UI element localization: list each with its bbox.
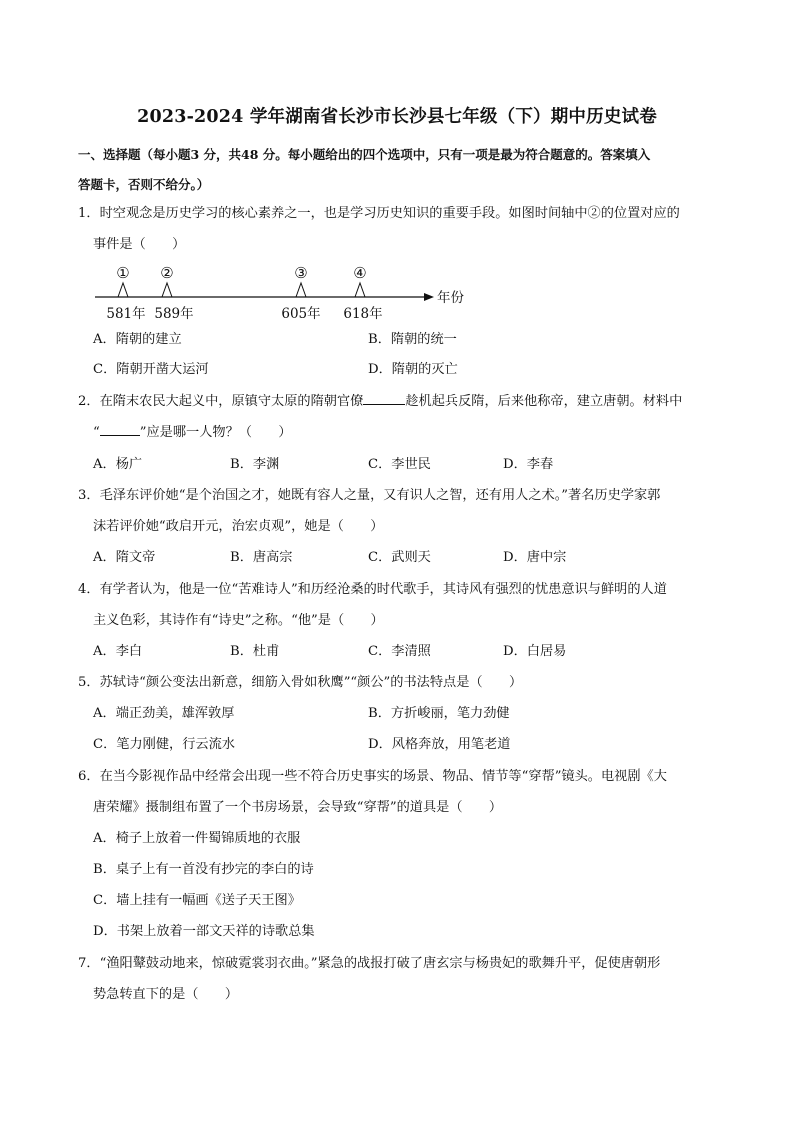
option-d[interactable]: D．隋朝的灭亡	[368, 362, 458, 377]
option-d[interactable]: D．书架上放着一部文天祥的诗歌总集	[93, 924, 315, 939]
question-text: 2．在隋末农民大起义中，原镇守太原的隋朝官僚	[78, 394, 364, 409]
timeline-year: 618年	[343, 306, 383, 322]
option-a[interactable]: A．李白	[93, 644, 143, 659]
question-text: 趁机起兵反隋，后来他称帝，建立唐朝。材料中	[405, 394, 683, 409]
timeline-mark-2	[154, 264, 193, 322]
option-c[interactable]: C．笔力刚健，行云流水	[93, 737, 235, 752]
timeline-mark-label: ①	[116, 264, 130, 282]
timeline-tick	[118, 283, 128, 297]
question-6-line: 唐荣耀》摄制组布置了一个书房场景，会导致“穿帮”的道具是（ ）	[93, 800, 503, 815]
fill-in-blank	[363, 392, 405, 405]
option-b[interactable]: B．杜甫	[230, 644, 280, 659]
timeline-mark-3	[281, 264, 320, 322]
question-4-line: 主义色彩，其诗作有“诗史”之称。“他”是（ ）	[93, 613, 384, 628]
question-6-line: 6．在当今影视作品中经常会出现一些不符合历史事实的场景、物品、情节等“穿帮”镜头。电视剧《大	[78, 769, 667, 784]
timeline-year: 589年	[154, 306, 194, 322]
option-a[interactable]: A．隋朝的建立	[93, 332, 182, 347]
question-text: ”应是哪一人物？（ ）	[139, 425, 292, 440]
option-a[interactable]: A．端正劲美，雄浑敦厚	[93, 706, 235, 721]
option-c[interactable]: C．武则天	[368, 550, 431, 565]
timeline-mark-1	[106, 264, 145, 322]
option-a[interactable]: A．隋文帝	[93, 550, 156, 565]
section-heading	[78, 140, 728, 200]
option-c[interactable]: C．隋朝开凿大运河	[93, 362, 209, 377]
question-text: “	[93, 425, 100, 440]
option-d[interactable]: D．唐中宗	[503, 550, 567, 565]
fill-in-blank	[100, 423, 140, 436]
question-4-line: 4．有学者认为，他是一位“苦难诗人”和历经沧桑的时代歌手，其诗风有强烈的忧患意识与鲜明的人道	[78, 582, 667, 597]
question-3-line: 沫若评价她“政启开元，治宏贞观”，她是（ ）	[93, 519, 384, 534]
timeline-axis-label: 年份	[437, 290, 464, 306]
timeline-mark-4	[343, 264, 382, 322]
option-b[interactable]: B．桌子上有一首没有抄完的李白的诗	[93, 862, 314, 877]
section-line: 一、选择题（每小题3 分，共48 分。每小题给出的四个选项中，只有一项是最为符合题意的。答案填入	[78, 147, 651, 162]
question-2-line	[78, 392, 682, 412]
question-7-line: 7．“渔阳鼙鼓动地来，惊破霓裳羽衣曲。”紧急的战报打破了唐玄宗与杨贵妃的歌舞升平，促使唐朝形	[78, 956, 661, 971]
question-5-line: 5．苏轼诗“颜公变法出新意，细筋入骨如秋鹰”“颜公”的书法特点是（ ）	[78, 675, 523, 690]
option-c[interactable]: C．李清照	[368, 644, 431, 659]
timeline-tick	[162, 283, 172, 297]
question-2-line	[93, 423, 292, 443]
timeline-mark-label: ②	[160, 264, 174, 282]
option-d[interactable]: D．风格奔放，用笔老道	[368, 737, 511, 752]
timeline-tick	[296, 283, 306, 297]
timeline-mark-label: ③	[294, 264, 308, 282]
option-a[interactable]: A．椅子上放着一件蜀锦质地的衣服	[93, 831, 301, 846]
timeline-arrowhead	[424, 293, 434, 301]
timeline-mark-label: ④	[353, 264, 367, 282]
timeline-figure	[90, 260, 480, 322]
page-title: 2023-2024 学年湖南省长沙市长沙县七年级（下）期中历史试卷	[137, 107, 657, 127]
option-b[interactable]: B．方折峻丽，笔力劲健	[368, 706, 510, 721]
option-b[interactable]: B．隋朝的统一	[368, 332, 457, 347]
section-line: 答题卡，否则不给分。）	[78, 177, 210, 192]
timeline-year: 605年	[281, 306, 321, 322]
option-d[interactable]: D．李春	[503, 457, 554, 472]
timeline-year: 581年	[106, 306, 146, 322]
option-c[interactable]: C．墙上挂有一幅画《送子天王图》	[93, 893, 301, 908]
question-7-line: 势急转直下的是（ ）	[93, 987, 239, 1002]
option-b[interactable]: B．李渊	[230, 457, 280, 472]
timeline-tick	[355, 283, 365, 297]
question-3-line: 3．毛泽东评价她“是个治国之才，她既有容人之量，又有识人之智，还有用人之术。”著名历史学家郭	[78, 488, 661, 503]
option-a[interactable]: A．杨广	[93, 457, 143, 472]
option-d[interactable]: D．白居易	[503, 644, 567, 659]
option-c[interactable]: C．李世民	[368, 457, 431, 472]
question-1-line: 1．时空观念是历史学习的核心素养之一，也是学习历史知识的重要手段。如图时间轴中②的位置对应的	[78, 206, 680, 221]
question-1-line: 事件是（ ）	[93, 237, 186, 252]
option-b[interactable]: B．唐高宗	[230, 550, 293, 565]
